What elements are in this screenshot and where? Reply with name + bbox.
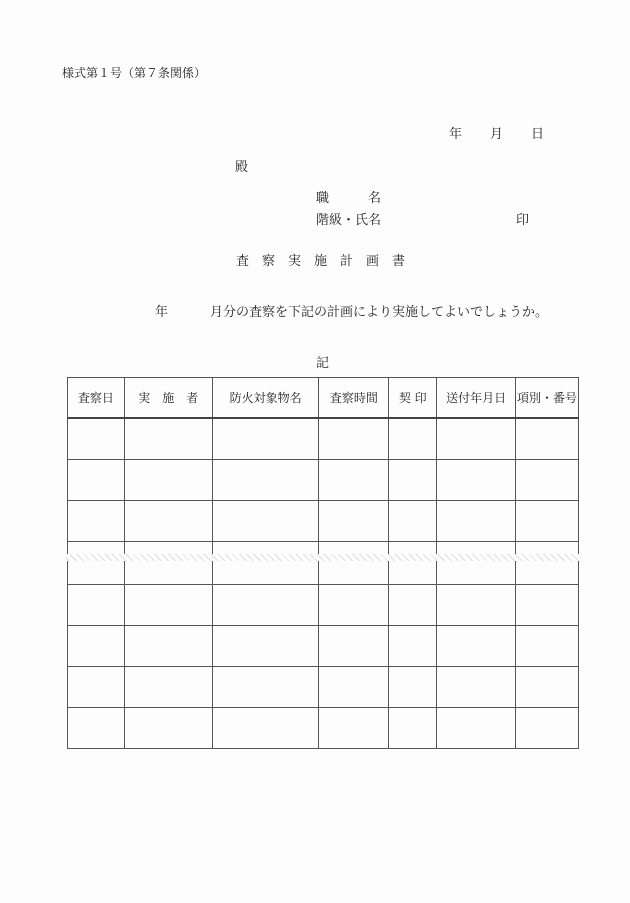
- note-heading: 記: [316, 356, 330, 371]
- table-cell: [437, 460, 516, 501]
- page-break-marker: [66, 554, 580, 561]
- table-cell: [212, 418, 319, 460]
- table-cell: [516, 708, 579, 749]
- table-cell: [212, 542, 319, 585]
- sender-rank-name-label: 階級・氏名: [316, 213, 382, 228]
- table-cell: [212, 501, 319, 542]
- table-cell: [437, 667, 516, 708]
- table-cell: [516, 418, 579, 460]
- table-row: [68, 708, 579, 749]
- header-item-number: 項別・番号: [516, 378, 579, 419]
- table-row: [68, 501, 579, 542]
- header-inspector: 実 施 者: [124, 378, 212, 419]
- table-cell: [68, 708, 125, 749]
- table-cell: [389, 460, 437, 501]
- table-cell: [212, 708, 319, 749]
- table-cell: [68, 460, 125, 501]
- table-cell: [319, 667, 389, 708]
- table-cell: [124, 667, 212, 708]
- body-text: 月分の査察を下記の計画により実施してよいでしょうか。: [210, 305, 549, 320]
- table-cell: [389, 542, 437, 585]
- table-cell: [68, 626, 125, 667]
- table-cell: [389, 585, 437, 626]
- table-cell: [68, 667, 125, 708]
- table-cell: [124, 585, 212, 626]
- table-cell: [516, 585, 579, 626]
- table-header-row: [68, 378, 579, 419]
- document-title: 査 察 実 施 計 画 書: [236, 254, 406, 269]
- table-row: [68, 460, 579, 501]
- table-cell: [124, 501, 212, 542]
- table-row: [68, 418, 579, 460]
- inspection-plan-table: [67, 377, 579, 749]
- header-sent-date: 送付年月日: [437, 378, 516, 419]
- table-cell: [319, 460, 389, 501]
- body-year: 年: [155, 305, 169, 320]
- header-inspection-time: 査察時間: [319, 378, 389, 419]
- header-property-name: 防火対象物名: [212, 378, 319, 419]
- table-cell: [389, 708, 437, 749]
- table-cell: [68, 542, 125, 585]
- header-inspection-date: 査察日: [68, 378, 125, 419]
- table-row: [68, 585, 579, 626]
- table-cell: [319, 708, 389, 749]
- sender-title-label: 職 名: [316, 191, 382, 206]
- date-year: 年: [449, 127, 463, 142]
- table-cell: [124, 708, 212, 749]
- addressee-suffix: 殿: [235, 160, 249, 175]
- table-cell: [389, 418, 437, 460]
- table-cell: [389, 501, 437, 542]
- table-cell: [319, 585, 389, 626]
- table-cell: [68, 585, 125, 626]
- table-cell: [319, 501, 389, 542]
- table-cell: [212, 667, 319, 708]
- table-cell: [319, 542, 389, 585]
- table-cell: [437, 501, 516, 542]
- table-cell: [212, 460, 319, 501]
- table-cell: [124, 460, 212, 501]
- table-cell: [68, 418, 125, 460]
- table-cell: [516, 667, 579, 708]
- table-cell: [68, 501, 125, 542]
- table-cell: [124, 418, 212, 460]
- header-tally-seal: 契 印: [389, 378, 437, 419]
- table-cell: [516, 542, 579, 585]
- table-cell: [124, 626, 212, 667]
- table-cell: [437, 542, 516, 585]
- table-cell: [437, 708, 516, 749]
- seal-mark: 印: [516, 213, 530, 228]
- table-cell: [212, 626, 319, 667]
- table-cell: [124, 542, 212, 585]
- table-cell: [437, 585, 516, 626]
- table-row: [68, 626, 579, 667]
- date-day: 日: [531, 127, 545, 142]
- table-cell: [437, 626, 516, 667]
- table-row: [68, 542, 579, 585]
- table-cell: [516, 460, 579, 501]
- date-month: 月: [490, 127, 504, 142]
- table-cell: [516, 501, 579, 542]
- table-row: [68, 667, 579, 708]
- table-cell: [212, 585, 319, 626]
- table-cell: [319, 418, 389, 460]
- table-cell: [389, 626, 437, 667]
- table-cell: [516, 626, 579, 667]
- table-cell: [437, 418, 516, 460]
- form-number: 様式第１号（第７条関係）: [62, 66, 207, 80]
- table-cell: [319, 626, 389, 667]
- table-cell: [389, 667, 437, 708]
